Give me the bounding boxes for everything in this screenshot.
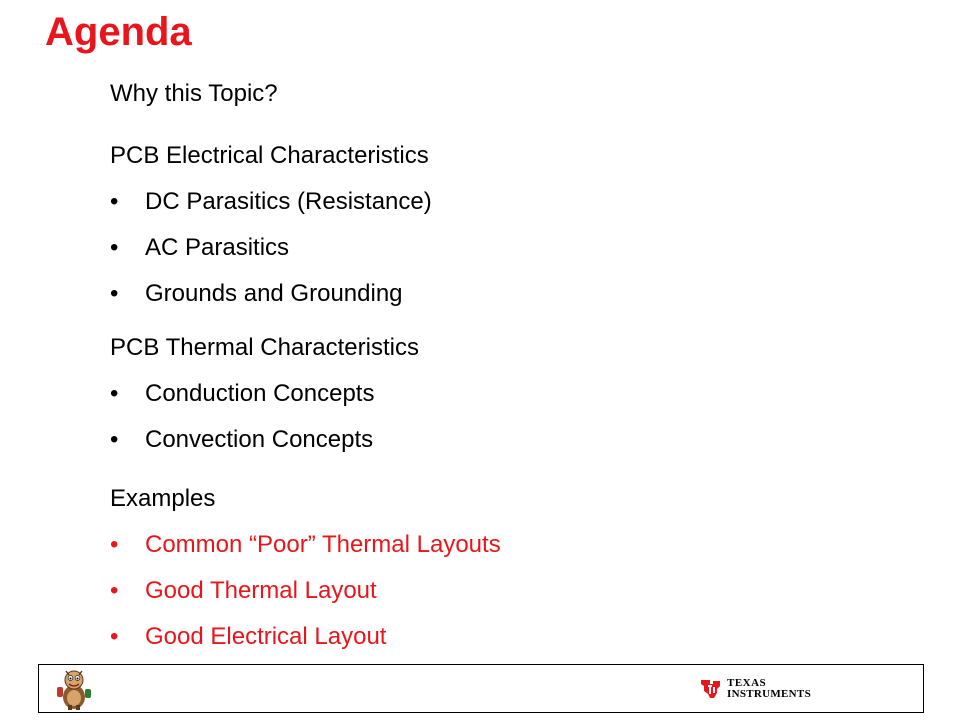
agenda-list	[110, 75, 910, 653]
agenda-bullet-item	[110, 424, 910, 456]
section-heading-thermal: PCB Thermal Characteristics	[110, 334, 419, 361]
texas-instruments-bug-icon	[699, 677, 723, 701]
bullet-text: Grounds and Grounding	[145, 280, 403, 307]
bullet-dot: •	[110, 577, 119, 604]
slide-title: Agenda	[45, 10, 192, 54]
bullet-text: Convection Concepts	[145, 426, 374, 453]
bullet-text: Conduction Concepts	[145, 380, 375, 407]
section-heading-electrical: PCB Electrical Characteristics	[110, 142, 429, 169]
bullet-dot: •	[110, 234, 119, 261]
agenda-bullet-item	[110, 278, 910, 310]
bullet-text: DC Parasitics (Resistance)	[145, 188, 432, 215]
bullet-dot: •	[110, 426, 119, 453]
slide-footer	[38, 664, 924, 713]
bullet-text: Good Thermal Layout	[145, 577, 377, 604]
agenda-bullet-item	[110, 232, 910, 264]
agenda-intro: Why this Topic?	[110, 80, 278, 107]
agenda-bullet-item	[110, 378, 910, 410]
bullet-dot: •	[110, 531, 119, 558]
bullet-dot: •	[110, 623, 119, 650]
texas-instruments-logo	[699, 675, 811, 703]
logo-line-2: INSTRUMENTS	[727, 688, 811, 700]
bullet-text: Common “Poor” Thermal Layouts	[145, 531, 501, 558]
agenda-bullet-item-highlight	[110, 621, 910, 653]
agenda-bullet-item-highlight	[110, 575, 910, 607]
bullet-dot: •	[110, 280, 119, 307]
texas-instruments-wordmark	[727, 678, 811, 700]
bullet-dot: •	[110, 188, 119, 215]
bullet-text: AC Parasitics	[145, 234, 290, 261]
bullet-dot: •	[110, 380, 119, 407]
bullet-text: Good Electrical Layout	[145, 623, 387, 650]
section-heading-examples: Examples	[110, 485, 216, 512]
logo-line-1: TEXAS	[727, 677, 767, 689]
agenda-bullet-item	[110, 186, 910, 218]
ti-mascot-icon	[55, 667, 93, 711]
agenda-bullet-item-highlight	[110, 529, 910, 561]
